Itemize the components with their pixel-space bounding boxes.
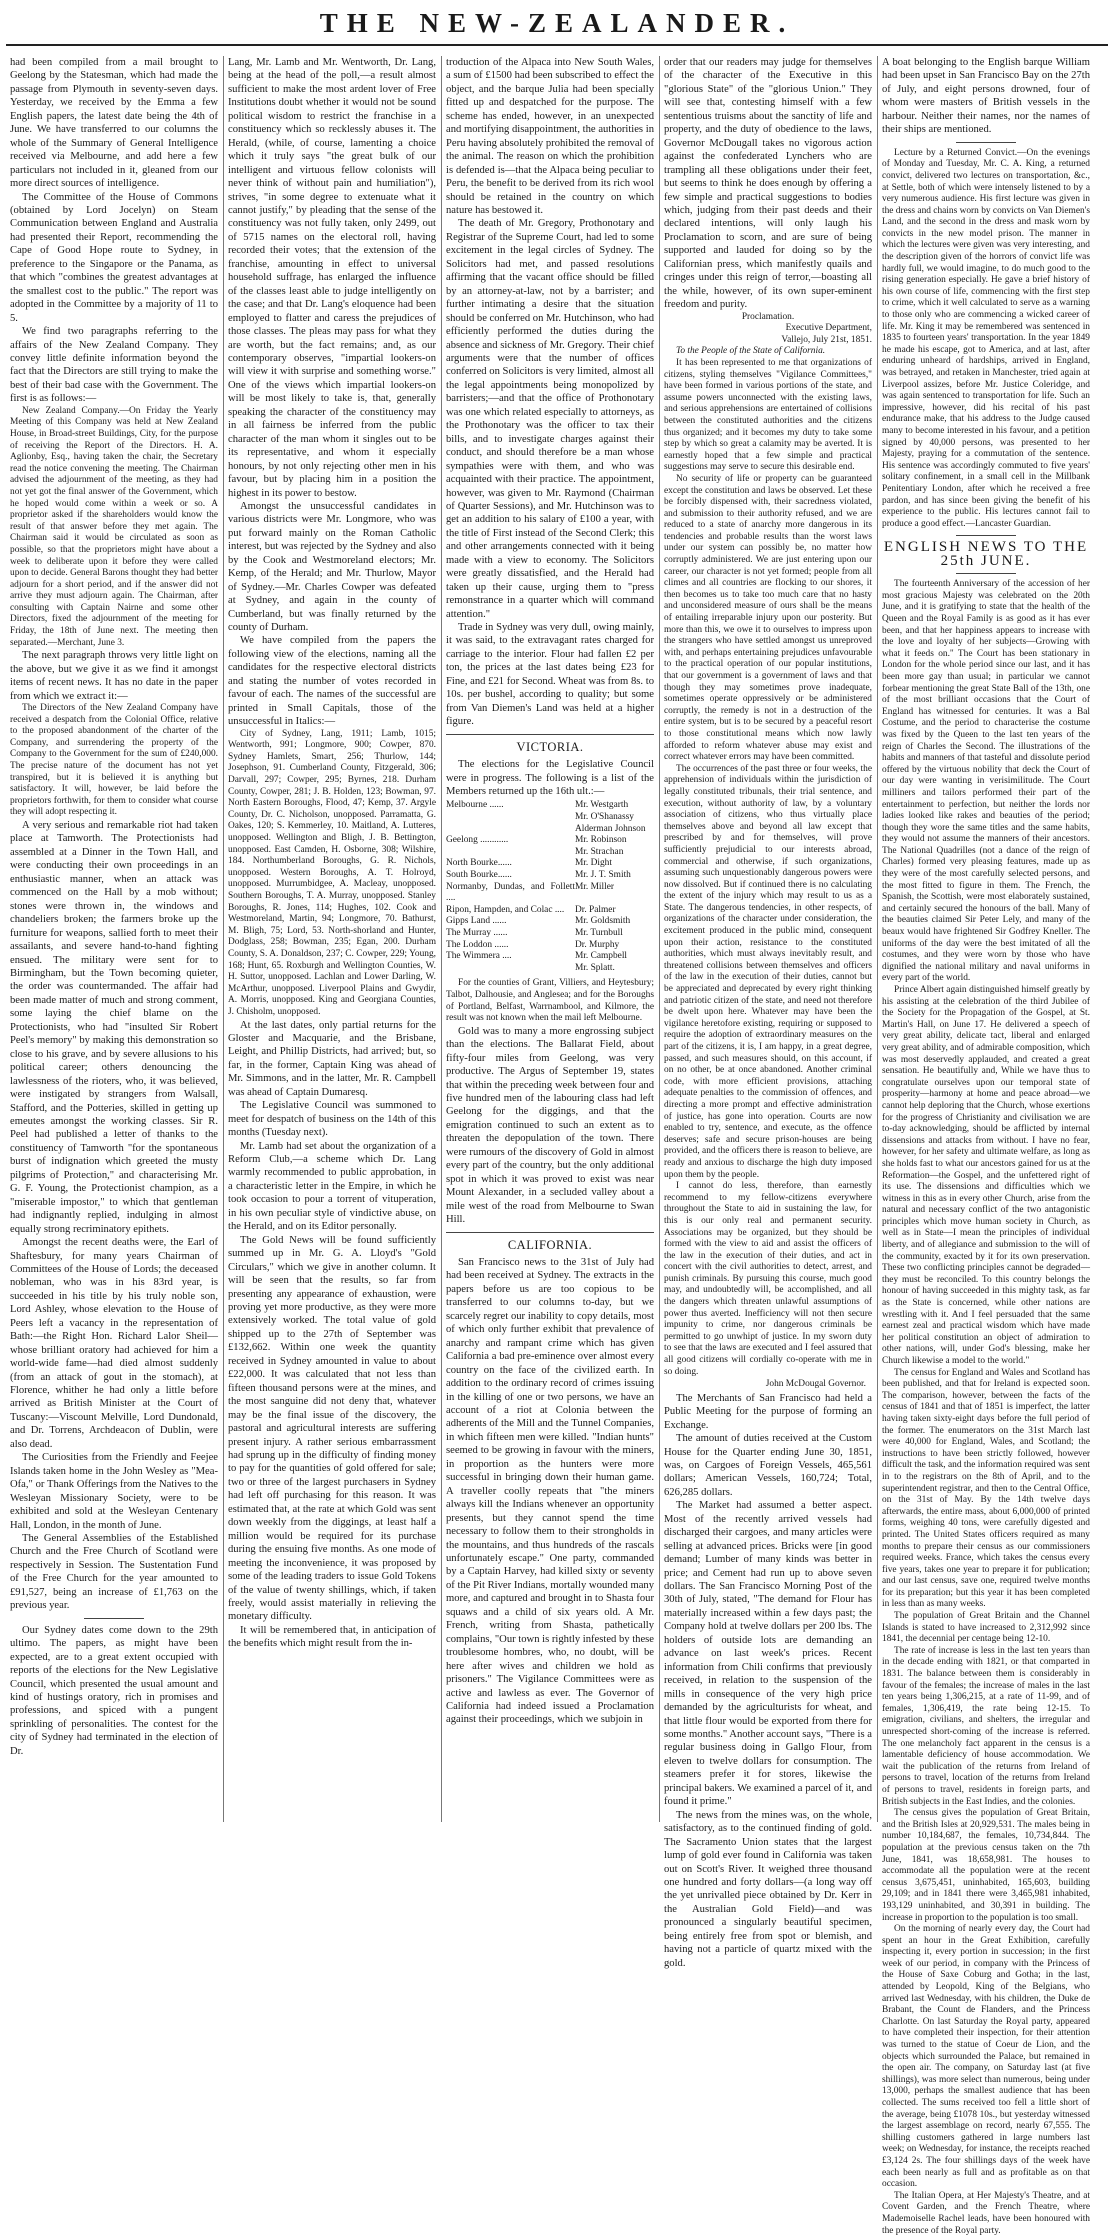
members-row (446, 963, 654, 975)
paragraph: Mr. Lamb had set about the organization of a Reform Club,—a scheme which Dr. Lang warmly recommended to public approbation, in a characteristic letter in the Empire, in which he took occasion to pour a torrent of vituperation, in his own peculiar style of vindictive abuse, on the Herald, and on its Editor personally. (228, 1140, 436, 1233)
district-name: The Murray ...... (446, 928, 508, 938)
paragraph: We have compiled from the papers the following view of the elections, naming all the candidates for the respective electoral districts and stating the number of votes recorded in favour of each. The names of the successful are printed in Small Capitals, those of the unsuccessful in Italics:— (228, 635, 436, 728)
paragraph: Lecture by a Returned Convict.—On the evenings of Monday and Tuesday, Mr. C. A. King, a returned convict, delivered two lectures on transportation, &c., at Settle, both of which were intensely listened to by a very numerous audience. His first lecture was given in the dress and chains worn by convicts on Van Diemen's Land, and the second in the dress and mask worn by convicts in the new model prison. The manner in which the lectures were given was very interesting, and the description given of the horrors of convict life was hardly full, we would imagine, to do much good to the rising generation especially. He gave a brief history of his own course of life, commencing with the first step to crime, which it well calculated to serve as a warning to those only who are commencing a wicked career of life. Mr. King it may be remembered was sentenced in 1835 to fourteen years' transportation. In the year 1849 he made his escape, got to America, and at last, after enduring unheard of hardships, arrived in England, was betrayed, and retaken in Manchester, tried again at Liverpool assizes, before Mr. Justice Coleridge, and was again sentenced to transportation for life. Such an impressive, however, did his recital of his past endurance make, that his address to the Judge caused many to become interested in his favour, and a petition signed by 40,000 persons, was presented to her Majesty, praying for a commutation of the sentence. His sentence was accordingly commuted to five years' solitary confinement, in a small cell in the Millbank Penitentiary London, after which he received a free pardon, and has since been giving the benefit of his experience to the public. His lectures cannot fail to produce a good effect.—Lancaster Guardian. (882, 147, 1090, 529)
proclamation-department: Executive Department, (785, 323, 872, 334)
paragraph: Trade in Sydney was very dull, owing mainly, it was said, to the extravagant rates charged for carriage to the interior. Flour had fallen £2 per ton, the prices at the last dates being £23 for Fine, and £21 for Second. Wheat was from 8s. to 10s. per bushel, according to quality; but some from Van Diemen's Land was held at a higher figure. (446, 622, 654, 728)
proclamation-addressee: To the People of the State of California. (676, 346, 826, 357)
members-row (446, 858, 654, 870)
members-row (446, 882, 654, 905)
members-row (446, 916, 654, 928)
column-4 (660, 56, 876, 1969)
members-row (446, 870, 654, 882)
member-name: Mr. Robinson (574, 835, 627, 846)
section-divider (446, 1232, 654, 1233)
district-name (446, 812, 575, 824)
paragraph: had been compiled from a mail brought to Geelong by the Statesman, which had made the passage from Plymouth in seventy-seven days. Yesterday, we received by the Emma a few English papers, the latest date being the 4th of June. We have transferred to our columns the whole of the Summary of General Intelligence received via Melbourne, and add here a few particulars not included in it, gleaned from our more direct sources of intelligence. (10, 57, 218, 190)
district-name: Melbourne ...... (446, 800, 504, 811)
member-name: Mr. Goldsmith (574, 916, 631, 927)
paragraph: The Committee of the House of Commons (obtained by Lord Jocelyn) on Steam Communication between England and Australia had presented their Report, recommending the Cape of Good Hope route to Sydney, in preference to the Singapore or the Panama, as that which "combines the greatest advantages at the smallest cost to the public." The report was adopted in the Committee by a majority of 11 to 5. (10, 191, 218, 324)
member-name: Mr. Campbell (574, 951, 628, 962)
paragraph: The Italian Opera, at Her Majesty's Theatre, and at Covent Garden, and the French Theatre, where Mademoiselle Rachel leads, have been honoured with the presence of the Royal party. (882, 2190, 1090, 2236)
members-row (446, 928, 654, 940)
paragraph: Amongst the recent deaths were, the Earl of Shaftesbury, for many years Chairman of Committees of the House of Lords; the deceased nobleman, who was in his 83rd year, is succeeded in his title by his truly noble son, Lord Ashley, whose elevation to the House of Peers left a vacancy in the representation of Bath:—the Right Hon. Richard Lalor Sheil—whose brilliant oratory had achieved for him a world-wide fame—had died almost suddenly (from an attack of gout in the stomach), at Florence, whither he had only a little before arrived as British Minister at the Court of Tuscany:—Viscount Melville, Lord Dundonald, and Dr. Torrens, Archdeacon of Dublin, were also dead. (10, 1237, 218, 1450)
district-name: North Bourke...... (446, 858, 512, 869)
paragraph: The next paragraph throws very little light on the above, but we give it as we find it amongst items of recent news. It has no date in the paper from which we extract it:— (10, 650, 218, 702)
paragraph: The census gives the population of Great Britain, and the British Isles at 20,929,531. The males being in number 10,184,687, the females, 10,734,844. The population at the previous census taken on the 7th June, 1841, was 18,658,981. The houses to accommodate all the population were at the recent census 3,675,451, uninhabited, 165,603, building 29,109; and in 1841 there were 3,465,981 inhabited, 193,129 uninhabited, and 30,391 in building. The increase in proportion to the population is too small. (882, 1808, 1090, 1923)
district-name (446, 824, 575, 836)
column-2 (224, 56, 440, 1822)
members-row (446, 800, 654, 812)
district-name: Gipps Land ...... (446, 916, 507, 927)
paragraph: The rate of increase is less in the last ten years than in the decade ending with 1821, or that comparted in 1831. The balance between them is considerably in favour of the females; the increase of males in the last ten years being 1,306,215, at a rate of 11-99, and of females, 1,306,419, the rate being 12-15. To emigration, civilians, and shelters, the irregular and unrespected short-coming of the increase is referred. The one melancholy fact apparent in the census is a lamentable deficiency of house accommodation. We wait the publication of the returns from Ireland of persons to travel, location of the returns from Ireland of persons to travel, residents in foreign parts, and British subjects in the East Indies, and the colonies. (882, 1645, 1090, 1807)
section-heading-california: CALIFORNIA. (507, 1237, 593, 1252)
member-name: Mr. J. T. Smith (574, 870, 631, 881)
member-name: Dr. Murphy (574, 939, 620, 950)
section-divider (446, 734, 654, 735)
paragraph: On the morning of nearly every day, the Court had spent an hour in the Great Exhibition, carefully inspecting it, every portion in succession; in the first week of our period, in company with the Princess of the House of Saxe Coburg and Gotha; in the last, attended by Leopold, King of the Belgians, who arrived last Wednesday, with his children, the Duke de Brabant, the Count de Flanders, and the Princess Charlotte. On last Saturday the Royal party, appeared to have completed their inspection, for their attention was turned to the statue of Coeur de Lion, and the objects which surrounded the Palace, but remained in the open air. The company, on Saturday last (at five shillings), was more select than numerous, being under 13,000, perhaps the smallest audience that has been collected. The sums received too fell a little short of the average, being £1078 10s., but yesterday witnessed the largest assemblage on record, nearly 67,555. The shilling customers gathered in large numbers last week; on Wednesday, for instance, the receipts reached £3,124 2s. The four shillings days of the week have each been nearly as full and as profitable as on that occasion. (882, 1924, 1090, 2190)
paragraph: The Curiosities from the Friendly and Feejee Islands taken home in the John Wesley as "Mea-Ofa," or Thank Offerings from the Natives to the Wesleyan Missionary Society, were to be exhibited and sold at the Wesleyan Centenary Hall, London, in the month of June. (10, 1452, 218, 1531)
paragraph: The elections for the Legislative Council were in progress. The following is a list of the Members returned up the 16th ult.:— (446, 759, 654, 798)
paragraph: The census for England and Wales and Scotland has been published, and that for Ireland is expected soon. The comparison, however, between the facts of the census of 1841 and that of 1851 is imperfect, the latter having taken sixty-eight days before the full period of the former. The enumerators on the 31st March last were 40,000 for England, Wales, and Scotland; the instructions to have been strictly followed, however difficult the task, and the information required was sent in to the registrars on the 8th of April, and to the superintendent registrar, and then to the Central Office, on the 31st of May. By the 14th twelve days afterwards, the entire mass, about 6,000,000 of printed forms, weighing 40 tons, were carefully digested and printed. The United States officers required as many months to prepare their census as our commissioners required weeks. France, which takes the census every five years, takes one year to prepare it for publication; and our last census, save one, required twelve months for its preparation; but this year it has been completed in less than as many weeks. (882, 1367, 1090, 1610)
paragraph: The death of Mr. Gregory, Prothonotary and Registrar of the Supreme Court, had led to some excitement in the legal circles of Sydney. The Solicitors had met, and passed resolutions affirming that the vacant office should be filled by an attorney-at-law, not by a barrister; and further intimating a desire that the situation should be conferred on Mr. Hutchinson, who had efficiently performed the duties during the absence and sickness of Mr. Gregory. Their chief arguments were that the number of offices conferred on Solicitors is very limited, almost all the legal appointments being monopolized by barristers;—and that the office of Prothonotary was one which related especially to attorneys, as the Prothonotary was the officer to tax their bills, and to investigate charges against their conduct, and should therefore be a man whose sympathies were with them, and who was acquainted with their practice. The appointment, however, was given to Mr. Raymond (Chairman of Quarter Sessions), and Mr. Hutchinson was to get an addition to his salary of £100 a year, with the title of First instead of the Second Clerk; this and other arrangements connected with it being made with a view to economy. The Solicitors were greatly dissatisfied, and the Herald had taken up their cause, urging them to "press remonstrance in a quarter which will command attention." (446, 218, 655, 620)
district-name: Ripon, Hampden, and Colac .... (446, 904, 565, 915)
paragraph: The amount of duties received at the Custom House for the Quarter ending June 30, 1851, was, on Cargoes of Foreign Vessels, 465,561 dollars; American Vessels, 160,724; Total, 626,285 dollars. (664, 1433, 872, 1498)
column-5 (878, 56, 1094, 2236)
members-table (446, 800, 654, 974)
paragraph: A very serious and remarkable riot had taken place at Tamworth. The Protectionists had assembled at a Dinner in the Town Hall, and were conducting their own proceedings in an enthusiastic manner, when an attack was commenced on the Hall by a mob without; stones were thrown in, the windows and chandeliers broken; the farmers broke up the furniture for weapons, sallied forth to meet their assailants, and severe hand-to-hand fighting ensued. The military were sent for to Birmingham, but the Town becoming quieter, the order was countermanded. The affair had been made matter of much and strong comment, some laying the chief blame on the Protectionists, who had "insulted Sir Robert Peel's memory" by making this demonstration so close to his grave, and by severe allusions to his political career; others denouncing the lawlessness of the rioters, who, it was believed, were instigated by strangers from Walsall, Stafford, and the Potteries, skilled in getting up emeutes amongst the working classes. Sir R. Peel had published a letter of thanks to the constituency of Tamworth "for the spontaneous burst of indignation which greeted the musty pilgrims of Protection," and characterising Mr. G. F. Young, the Protectionist champion, as a "miserable impostor," to which that gentleman had indignantly replied, indulging in almost equally strong recriminatory epithets. (10, 820, 218, 1235)
member-name: Mr. Splatt. (574, 962, 615, 973)
section-divider (84, 1618, 144, 1619)
masthead-rule (6, 44, 1108, 46)
members-row (446, 847, 654, 859)
quoted-paragraph: New Zealand Company.—On Friday the Yearly Meeting of this Company was held at New Zealand House, in Broad-street Buildings, City, for the purpose of receiving the Report of the Directors. H. A. Aglionby, Esq., having taken the chair, the Secretary read the notice convening the meeting. The Chairman advised the adjournment of the meeting, as they had not yet got the final answer of the Government, which he hoped would come within a week or so. A proprietor asked if the shareholders would know the result of that answer before they met again. The Chairman said it would be circulated as soon as possible, so that the proprietors might have about a week to deliberate upon it before they were called upon to decide. General Barons thought they had better adjourn for a short period, and if the answer did not arrive they must adjourn again. The Chairman, after consulting with Captain Nairne and some other Directors, fixed the adjournment of the meeting for Friday, the 18th of June next. The meeting then separated.—Merchant, June 3. (10, 405, 218, 648)
section-divider (956, 142, 1016, 143)
paragraph: San Francisco news to the 31st of July had had been received at Sydney. The extracts in the papers before us are too copious to be transferred to our columns to-day, but we scarcely regret our inability to copy details, most of which only further exhibit that prevalence of anarchy and rampant crime which has given California a bad pre-eminence over almost every country on the face of the civilized earth. In addition to the ordinary record of crimes issuing in the killing of one or two persons, we have an account of a riot at Colonia between the adherents of the Mill and the Tunnel Companies, in which fifteen men were killed. "Indian hunts" seemed to be growing in favour with the miners, in proportion as the hunters were more successful in bringing down their human game. A traveller coolly repeats that "the miners always kill the Indians whenever an opportunity presents, but they cannot spend the time necessary to follow them to their strongholds in the mountains, and thus hundreds of the rascals unfortunately escape." One party, commanded by a Captain Harvey, had killed sixty or seventy of the Pit River Indians, mortally wounded many more, and captured and brought in to Shasta four squaws and a child of six years old. A Mr. French, writing from Shasta, pathetically complains, "Our town is rightly infested by these troublesome hombres, who, no doubt, will be here after wives and children we hold as prisoners." The Vigilance Committees were as active and lawless as ever. The Governor of California had indeed issued a Proclamation against their proceedings, which we subjoin in (446, 1257, 654, 1726)
quoted-paragraph: The Directors of the New Zealand Company have received a despatch from the Colonial Office, relative to the proposed abandonment of the charter of the Company, and surrendering the property of the Company to the Government for the sum of £240,000. The precise nature of the document has not yet transpired, but it is believed it is anything but satisfactory. It will, however, be laid before the proprietors forthwith, for them to consider what course they will adopt respecting it. (10, 703, 218, 818)
member-name: Mr. Dight (574, 858, 612, 869)
paragraph: The Legislative Council was summoned to meet for despatch of business on the 14th of this months (Tuesday next). (228, 1100, 436, 1139)
paragraph: The Gold News will be found sufficiently summed up in Mr. G. A. Lloyd's "Gold Circulars," which we give in another column. It will be seen that the results, so far from presenting any appearance of exhaustion, were proving yet more productive, as they were more extensively worked. The total value of gold shipped up to the 27th of September was £132,662. Within one week the quantity received in Sydney amounted in value to about £22,000. It was calculated that not less than fifteen thousand persons were at the mines, and the most sanguine did not deny that, whatever may be the final issue of the discovery, the pastoral and agricultural interests are suffering present injury. A rather serious embarrassment had sprung up in the difficulty of finding money to pay for the quantities of gold offered for sale; two or three of the largest purchasers in Sydney had left off purchasing for this reason. It was estimated that, at the rate at which Gold was sent down weekly from the diggings, at least half a million would be required for its purchase during the ensuing five months. As one mode of meeting the inconvenience, it was proposed by some of the leading traders to issue Gold Tokens of the value of twenty shillings, which, if taken freely, would assist materially in relieving the monetary difficulty. (228, 1234, 436, 1623)
paragraph: order that our readers may judge for themselves of the character of the Executive in this "glorious State" of the "glorious Union." They will see that, contesting himself with a few sententious truisms about the sanctity of life and property, and the duty of obedience to the laws, Governor McDougall takes no vigorous action against the confederated Lynchers who are trampling all these obligations under their feet, but seems to think he does enough by offering a few simple and practical suggestions to bodies which, judging from their past deeds and their declared intentions, will only laugh his Proclamation to scorn, and are sure of being supported and lauded for doing so by the Californian press, which manifestly quails and cringes under this reign of terror,—boasting all the while, however, of its own super-eminent freedom and purity. (664, 57, 872, 311)
member-name: Dr. Palmer (574, 904, 616, 915)
paragraph: It will be remembered that, in anticipation of the benefits which might result from the in- (228, 1624, 436, 1650)
proclamation-title: Proclamation. (741, 311, 795, 322)
paragraph: Our Sydney dates come down to the 29th ultimo. The papers, as might have been expected, are to a great extent occupied with reports of the elections for the New Legislative Council, which presented the usual amount and kind of hustings oratory, rich in promises and professions, and spiced with a pungent sprinkling of personalities. The contest for the city of Sydney had terminated in the election of Dr. (10, 1624, 218, 1757)
paragraph: The fourteenth Anniversary of the accession of her most gracious Majesty was celebrated on the 20th June, and it is gratifying to state that the health of the Queen and the Royal Family is as good as it has ever been, and that her happiness appears to increase with the love and loyalty of her subjects—Growing with what it feeds on." The Court has been stationary in London for the whole period since our last, and it has been more gay than usual; in particular we cannot forbear mentioning the great State Ball of the 13th, one of the most brilliant occasions that the Court of England has witnessed for centuries. It was a Bal Costume, and the period to characterise the costume was fixed by the Queen to the last ten years of the reign of Charles the Second. The illustrations of the habits and manners of that tasteful and dissolute period offered by the virtuous nobility that deck the Court of our day were wanting in verisimilitude. The Court milliners and tailors performed their part of the entertainment to perfection, but neither the lords nor ladies looked like rakes and beauties of the period; though they wore the same titles and the same habits, they would not assume the manners of their ancestors. The National Quadrilles (not a dance of the reign of Charles) formed very pleasing features, made up as they were of the most carefully selected persons, and the most fitted to figure in them. The French, the Spanish, the Scottish, were most elaborately sustained, and certainly secured the honours of the ball. Many of the beauties claimed Sir Peter Lely, and many of the beaux would have frightened Sir Godfrey Kneller. The uniforms of the day were the best imitated of all the costumes, and they were worn by those who have dignified the national military and naval uniforms in every part of the world. (882, 579, 1090, 984)
section-heading-english-news: ENGLISH NEWS TO THE 25th JUNE. (883, 539, 1089, 569)
district-name (446, 963, 575, 975)
section-heading-victoria: VICTORIA. (516, 739, 584, 754)
paragraph: The Merchants of San Francisco had held a Public Meeting for the purpose of forming an Exchange. (664, 1392, 872, 1431)
paragraph: At the last dates, only partial returns for the Gloster and Macquarie, and the Brisbane, Leight, and Phillip Districts, had arrived; but, so far, in the former, Captain King was ahead of Mr. Simmons, and in the latter, Mr. R. Campbell was ahead of Captain Dumaresq. (228, 1019, 436, 1098)
newspaper-title: THE NEW-ZEALANDER. (319, 8, 795, 38)
members-row (446, 951, 654, 963)
member-name: Mr. Miller (574, 881, 615, 892)
paragraph: For the counties of Grant, Villiers, and Heytesbury; Talbot, Dalhousie, and Anglesea; and for the Boroughs of Portland, Belfast, Warrnambool, and Kilmore, the result was not known when the mail left Melbourne. (446, 978, 654, 1024)
proclamation-paragraph: I cannot do less, therefore, than earnestly recommend to my fellow-citizens everywhere throughout the State to aid in sustaining the law, for this is our only real and permanent security. Associations may be organized, but they should be formed with the view to aid and assist the officers of the law in the execution of their duties, and act in concert with the civil authorities to detect, arrest, and punish criminals. By pursuing this course, much good may, and undoubtedly will, be accomplished, and all the dangers which threaten unlawful assumptions of power thus averted. Inefficiency will not then secure impunity to crime, nor dangerous criminals be permitted to go unwhipt of justice. In my sworn duty to see that the laws are executed and I feel assured that all good citizens will cordially co-operate with me in so doing. (664, 1181, 872, 1377)
paragraph: The news from the mines was, on the whole, satisfactory, as to the continued finding of gold. The Sacramento Union states that the largest lump of gold ever found in California was taken out on Scott's River. It weighed three thousand one hundred and forty dollars—(a long way off the yet unrivalled piece obtained by Dr. Kerr in the Australian Gold Field)—and was pronounced a singularly beautiful specimen, being entirely free from spot or blemish, and having not a particle of quartz mixed with the gold. (664, 1809, 872, 1969)
paragraph: The General Assemblies of the Established Church and the Free Church of Scotland were respectively in Session. The Sustentation Fund of the Free Church for the year amounted to £91,527, being an increase of £1,763 on the previous year. (10, 1533, 218, 1612)
district-name: The Wimmera .... (446, 951, 512, 962)
proclamation-paragraph: It has been represented to me that organizations of citizens, styling themselves "Vigilance Committees," have been formed in various portions of the state, and assume powers unconnected with the existing laws, and serious apprehensions are entertained of collisions between the constituted authorities and the citizens thus organized; and it becomes my duty to take some step by which so great a calamity may be averted. It is earnestly hoped that a few simple and practical suggestions may serve to secure this desirable end. (664, 357, 872, 473)
paragraph: Lang, Mr. Lamb and Mr. Wentworth, Dr. Lang, being at the head of the poll,—a result almost sufficient to make the most ardent lover of Free Institutions doubt whether it would not be sound political wisdom to restrict the franchise in a constituency which so recklessly abuses it. The Herald, (while, of course, lamenting a choice which it truly says "the great bulk of our intelligent and virtuous fellow colonists will never think of without pain and humiliation"), strives, "in some degree to extenuate what it cannot justify," by pleading that the sense of the constituency was not fully taken, only 2499, out of 5715 names on the electoral roll, having recorded their votes; that the extension of the franchise, amounting in effect to universal household suffrage, has enlarged the influence of the classes least able to judge intelligently on the case; and that Dr. Lang's eloquence had been employed to flatter and caress the prejudices of those classes. The pleas may pass for what they are worth, but the fact remains; and, as our contemporary observes, "impartial lookers-on will view it with surprise and something worse." One of the views which impartial lookers-on will be most likely to take is, that, generally speaking the character of the constituency may in all fairness be inferred from the public character of the man whom it singles out to be its representative, and whom it especially honours, by not only rejecting other men in his favour, but by placing him in a position the highest in its power to bestow. (228, 57, 436, 499)
member-name: Mr. Strachan (574, 846, 624, 857)
section-divider (956, 535, 1016, 536)
masthead (0, 0, 1114, 50)
member-name: Alderman Johnson (574, 823, 646, 834)
district-name: Geelong ............ (446, 835, 509, 846)
member-name: Mr. Westgarth (574, 800, 629, 811)
district-name: The Loddon ...... (446, 939, 509, 950)
paragraph: The Market had assumed a better aspect. Most of the recently arrived vessels had discharged their cargoes, and many articles were selling at advanced prices. Bricks were [in good demand; Lumber of many kinds was better in price; and Cement had run up to above seven dollars. The San Francisco Morning Post of the 30th of July, stated, "The demand for Flour has materially increased within a few days past; the Company hold at twelve dollars per 200 lbs. The holders of outside lots are demanding an advance on last week's prices. Recent information from Chili confirms that previously received, in relation to the suspension of the mills in consequence of the very high price demanded by the agriculturists for wheat, and that little flour would be exported from there for some months." Another account says, "There is a regular business doing in Gallgo Flour, from eleven to twelve dollars for consumption. The steamers prefer it for stores, likewise the principal bakers. We examined a parcel of it, and found it prime." (664, 1500, 872, 1808)
member-name: Mr. O'Shanassy (574, 812, 634, 823)
members-row (446, 812, 654, 824)
member-name: Mr. Turnbull (574, 928, 623, 938)
paragraph: The population of Great Britain and the Channel Islands is stated to have increased to 2,312,992 since 1841, the decennial per centage being 12-10. (882, 1611, 1090, 1645)
paragraph: A boat belonging to the English barque William had been upset in San Francisco Bay on the 27th of July, and eight persons drowned, four of whom were masters of British vessels in the harbour. Neither their names, nor the names of their ships are mentioned. (882, 57, 1090, 136)
newspaper-columns (6, 56, 1108, 2236)
paragraph: Amongst the unsuccessful candidates in various districts were Mr. Longmore, who was put forward mainly on the Roman Catholic interest, but was rejected by the Sydney and also by the Cook and Westmoreland electors; Mr. Kemp, of the Herald; and Mr. Thurlow, Mayor of Sydney.—Mr. Charles Cowper was defeated at Sydney, and again in the county of Cumberland, but was finally returned by the county of Durham. (228, 500, 436, 634)
members-row (446, 824, 654, 836)
election-returns: City of Sydney, Lang, 1911; Lamb, 1015; Wentworth, 991; Longmore, 900; Cowper, 870. Sydney Hamlets, Smart, 256; Thurlow, 144; Josephson, 91. Cumberland County, Fitzgerald, 306; Darvall, 297; Cowper, 295; Byrnes, 218. Durham County, Cowper, 281; J. B. Holden, 123; Bowman, 97. North Eastern Boroughs, Flood, 47; Kemp, 37. Argyle County, Dr. C. Nicholson, unopposed. Parramatta, G. Oakes, 120; S. Kemmerley, 10. Maitland, A. Lutteres, unopposed. Wellington and Bligh, J. B. Bettington, unopposed. East Camden, H. Osborne, 308; Wilshire, 184. Northumberland Boroughs, G. R. Nichols, unopposed. Western Boroughs, A. T. Holroyd, unopposed. Murrumbidgee, A. Macleay, unopposed. Southern Boroughs, T. A. Murray, unopposed. Stanley Boroughs, R. Jones, 114; Hughes, 102. Cook and Westmoreland, Martin, 94; Longmore, 70. Bathurst, M. Bligh, 75; Lord, 53. North-shorland and Hunter, Dodglass, 258; Bowman, 235; Egan, 200. Durham County, S. A. Donaldson, 237; C. Cowper, 229; Young, 168; Hunt, 65. Roxburgh and Wellington Counties, W. H. Suttor, unopposed. Lachlan and Lower Darling, W. McArthur, unopposed. Liverpool Plains and Gwydir, A. Morris, unopposed. King and Georgiana Counties, J. Chisholm, unopposed. (228, 728, 436, 1017)
members-row (446, 835, 654, 847)
paragraph: troduction of the Alpaca into New South Wales, a sum of £1500 had been subscribed to effect the object, and the barque Julia had been specially fitted up and despatched for the purpose. The scheme has ended, however, in an unexpected and mortifying disappointment, the authorities in Peru having absolutely prohibited the removal of the animal. The reason on which the prohibition is defended is—that the Alpaca being peculiar to Peru, the benefit to be derived from its rich wool should be retained in the country on which nature has bestowed it. (446, 57, 654, 216)
proclamation-signature: John McDougal Governor. (765, 1379, 866, 1390)
paragraph: Prince Albert again distinguished himself greatly by his assisting at the celebration of the third Jubilee of the Society for the Propagation of the Gospel, at St. Martin's Hall, on June 17. He delivered a speech of very great ability, delicate tact, liberal and enlarged very great ability, and of admirable composition, which was most deservedly applauded, and created a great sensation. He beautifully and, While we have thus to congratulate ourselves upon our temporal state of prosperity—harmony at home and peace abroad—we cannot help deploring that the Church, whose exertions for the progress of Christianity and civilisation we are to-day acknowledging, should be afflicted by internal dissensions and attacks from without. I have no fear, however, for her safety and ultimate welfare, as long as she holds fast to what our ancestors gained for us at the Reformation—the Gospel, and the unfettered right of its use. The dissensions and difficulties which we witness in this as in every other Church, arise from the natural and necessary conflict of the two antagonistic principles which move human society in Church, as well as in State—I mean the principles of individual liberty, and of allegiance and submission to the will of the community, exacted by it for its own preservation. These two conflicting principles cannot be degraded—they must be reconciled. To this country belongs the honour of having succeeded in this mighty task, as far as the State is concerned, while other nations are wrestling with it. And I feel persuaded that the same earnest zeal and practical wisdom which have made her political constitution an object of admiration to other nations, will, under God's blessing, make her Church likewise a model to the world." (882, 985, 1090, 1366)
paragraph: We find two paragraphs referring to the affairs of the New Zealand Company. They convey little definite information beyond the fact that the Directors are still trying to make the best of their bad case with the Government. The first is as follows:— (10, 326, 218, 405)
column-1 (6, 56, 222, 1822)
section-divider (956, 573, 1016, 574)
column-3 (442, 56, 658, 1822)
members-row (446, 905, 654, 917)
district-name: South Bourke...... (446, 870, 512, 881)
district-name (446, 847, 575, 859)
district-name: Normanby, Dundas, and Follett .... (446, 881, 575, 904)
proclamation-place-date: Vallejo, July 21st, 1851. (781, 334, 872, 345)
proclamation-paragraph: No security of life or property can be guaranteed except the constitution and laws be observed. Let these be forcibly dispensed with, their sacredness violated, and submission to their authority refused, and we are reduced to a state of anarchy more dangerous in its tendencies and probable results than the worst laws under our system can possibly be, no matter how corruptly administered. We are just entering upon our career, our character is not yet formed; people from all climes and all countries are flocking to our shores, it then becomes us to take too much care that no hasty and unconsidered measure of ours shall be the means of entailing irreparable injury upon our posterity. But more than this, we owe it to ourselves to impress upon the strangers who have settled amongst us unreproved with, and perhaps entertaining prejudices unfavourable to the practical operation of our popular institutions, that our government is a government of laws and that though they may sometimes prove inadequate, sometimes operate oppressively or be administered corruptly, the remedy is not in a destruction of the entire system, but is to be secured by a peaceful resort to those constitutional means which now lawly afforded to reform whatever abuse may exist and correct whatever errors may have been committed. (664, 473, 872, 763)
proclamation-paragraph: The occurrences of the past three or four weeks, the apprehension of individuals within the jurisdiction of legally constituted tribunals, their trial sentence, and execution, without authority of law, by a voluntary association of citizens, who thus virtually place themselves above and beyond all law except that prescribed by and for themselves, will prove sufficiently prejudicial to our interests abroad, commercial and otherwise, if such organizations, assuming such unquestionably dangerous powers were now dissolved. But if continued there is no calculating the extent of the injury which may result to us as a State. The dangerous tendencies, in other respects, of organizations of the character under consideration, the excitement produced in the public mind, consequent upon their action, resistance to the constituted authorities, which must always inevitably result, and threatened collisions between themselves and officers of the law in the execution of their duties, cannot but be appreciated and deprecated by every right thinking and patriotic citizen of the state, and need not therefore be dwelt upon here. Whatever may have been the vigilance heretofore existing, requiring or supposed to require the adoption of extraordinary measures on the part of the citizens, it is, I am happy, in a great degree, passed, and such measures should, on this account, if on no other, be at once abandoned. Another criminal code, with more efficient provisions, attaching adequate penalties to the commission of offences, and directing a more prompt and effective administration of justice, has gone into operation. Courts are now enabled to try, sentence, and execute, as the offence deserves; safe and secure prison-houses are being provided, and the officers there is reason to believe, are ready and anxious to discharge the high duty imposed upon them by the people. (664, 763, 872, 1180)
paragraph: Gold was to many a more engrossing subject than the elections. The Ballarat Field, about fifty-four miles from Geelong, was very productive. The Argus of September 19, states that within the preceding week between four and five hundred men of the labouring class had left Geelong for the diggings, and that the emigration continued to such an extent as to threaten the depopulation of the town. There were rumours of the discovery of Gold in almost every part of the country, but the only additional spot in which it was proved to exist was near Mount Alexander, in a secluded valley about a mile west of the road from Melbourne to Swan Hill. (446, 1025, 654, 1226)
members-row (446, 940, 654, 952)
